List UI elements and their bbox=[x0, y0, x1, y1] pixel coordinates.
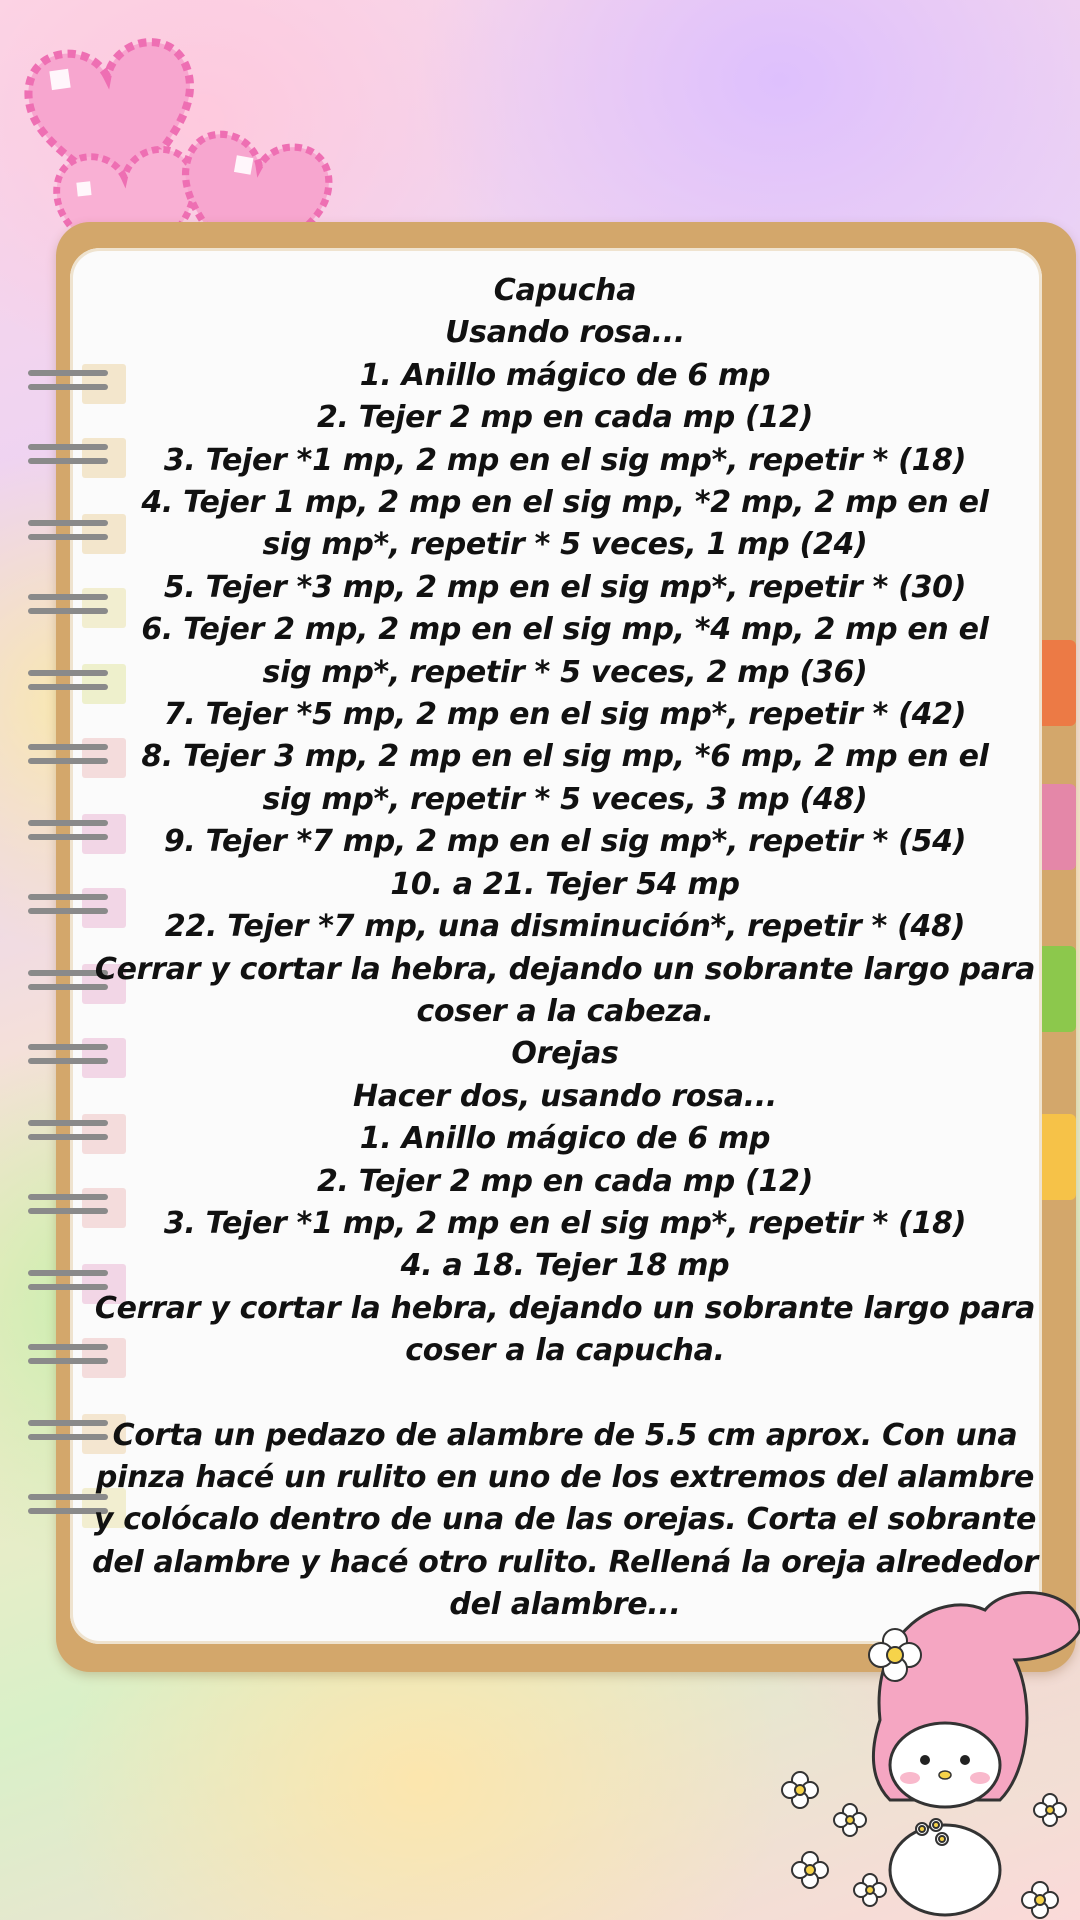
capucha-line: 22. Tejer *7 mp, una disminución*, repetir * (48) bbox=[164, 909, 966, 945]
orejas-line: 3. Tejer *1 mp, 2 mp en el sig mp*, repetir * (18) bbox=[163, 1205, 967, 1241]
capucha-line: Usando rosa... bbox=[445, 315, 685, 351]
capucha-line: 5. Tejer *3 mp, 2 mp en el sig mp*, repetir * (30) bbox=[163, 569, 967, 605]
capucha-line: 10. a 21. Tejer 54 mp bbox=[390, 866, 740, 902]
orejas-line: 2. Tejer 2 mp en cada mp (12) bbox=[316, 1163, 813, 1199]
section-title-capucha: Capucha bbox=[493, 273, 637, 308]
capucha-line: 6. Tejer 2 mp, 2 mp en el sig mp, *4 mp, 2 mp en el sig mp*, repetir * 5 veces, 2 mp (36) bbox=[141, 612, 989, 690]
capucha-line: 9. Tejer *7 mp, 2 mp en el sig mp*, repetir * (54) bbox=[163, 824, 967, 860]
capucha-line: 4. Tejer 1 mp, 2 mp en el sig mp, *2 mp, 2 mp en el sig mp*, repetir * 5 veces, 1 mp (24) bbox=[141, 485, 989, 563]
orejas-line: Hacer dos, usando rosa... bbox=[352, 1078, 778, 1114]
notebook-tab-orange bbox=[1038, 640, 1076, 726]
notebook-tab-green bbox=[1038, 946, 1076, 1032]
capucha-line: Cerrar y cortar la hebra, dejando un sobrante largo para coser a la cabeza. bbox=[94, 951, 1036, 1029]
wire-note: Corta un pedazo de alambre de 5.5 cm aprox. Con una pinza hacé un rulito en uno de los extremos del alambre y colócalo dentro de una de las orejas. Corta el sobrante del alambre y hacé otro rulito. Rellená la oreja alrededor del alambre... bbox=[92, 1417, 1038, 1623]
capucha-line: 1. Anillo mágico de 6 mp bbox=[359, 357, 771, 393]
orejas-line: Cerrar y cortar la hebra, dejando un sobrante largo para coser a la capucha. bbox=[94, 1290, 1036, 1369]
capucha-line: 2. Tejer 2 mp en cada mp (12) bbox=[316, 400, 813, 436]
capucha-line: 8. Tejer 3 mp, 2 mp en el sig mp, *6 mp, 2 mp en el sig mp*, repetir * 5 veces, 3 mp (48) bbox=[141, 739, 989, 817]
capucha-line: 7. Tejer *5 mp, 2 mp en el sig mp*, repetir * (42) bbox=[163, 697, 967, 733]
notebook-tab-pink bbox=[1038, 784, 1076, 870]
orejas-line: 4. a 18. Tejer 18 mp bbox=[400, 1248, 730, 1284]
recipe-text bbox=[92, 270, 1038, 1627]
notebook-tab-yellow bbox=[1038, 1114, 1076, 1200]
section-title-orejas: Orejas bbox=[511, 1036, 619, 1072]
capucha-line: 3. Tejer *1 mp, 2 mp en el sig mp*, repetir * (18) bbox=[163, 442, 967, 478]
my-melody-character-icon bbox=[770, 1570, 1080, 1920]
orejas-line: 1. Anillo mágico de 6 mp bbox=[359, 1121, 771, 1157]
